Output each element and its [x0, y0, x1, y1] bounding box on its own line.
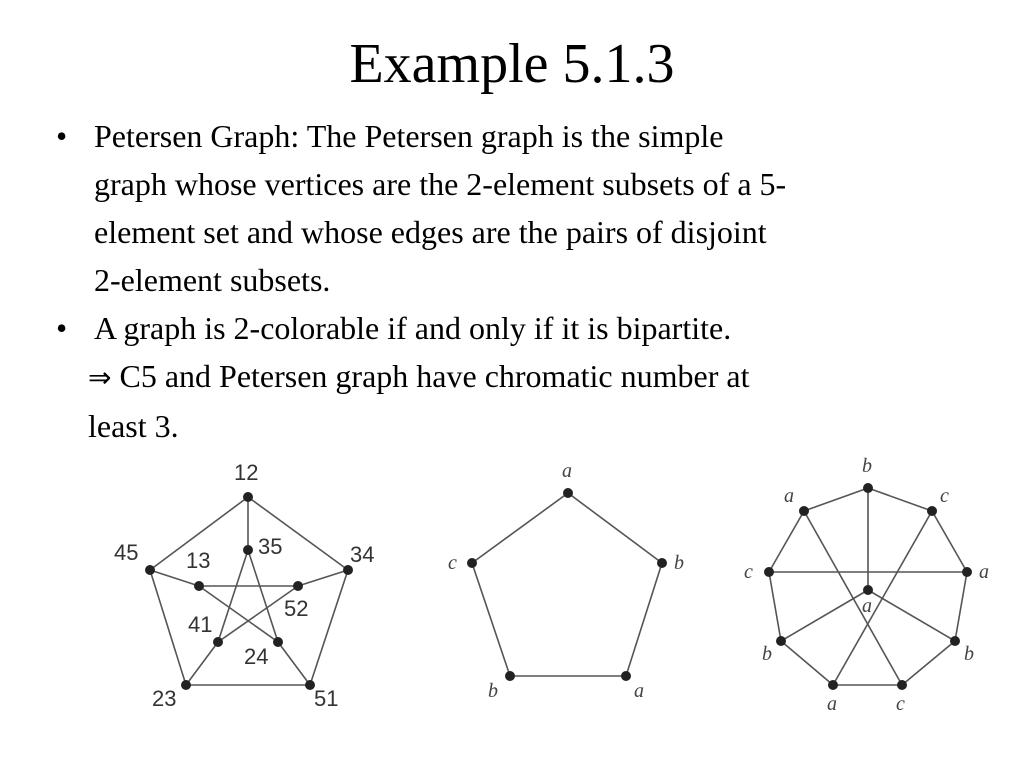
- vertex-dot: [243, 492, 253, 502]
- color-label: a: [784, 485, 794, 507]
- color-label: b: [862, 455, 872, 477]
- bullet-petersen-definition: [56, 112, 976, 304]
- implication-text: [88, 352, 968, 450]
- color-label: b: [762, 643, 772, 665]
- bullet-line: A graph is 2-colorable if and only if it is bipartite.: [94, 310, 732, 346]
- petersen-labeled-graph: [100, 450, 400, 720]
- vertex-dot: [563, 488, 573, 498]
- vertex-dot: [962, 567, 972, 577]
- vertex-dot: [863, 483, 873, 493]
- vertex-dot: [273, 637, 283, 647]
- color-label: c: [896, 693, 905, 715]
- vertex-dot: [145, 565, 155, 575]
- color-label: b: [964, 643, 974, 665]
- slide-title: Example 5.1.3: [349, 33, 675, 95]
- vertex-dot: [799, 506, 809, 516]
- vertex-dot: [194, 581, 204, 591]
- vertex-dot: [181, 680, 191, 690]
- color-label: c: [744, 561, 753, 583]
- vertex-dot: [293, 581, 303, 591]
- petersen-colored-graph: [730, 450, 1010, 720]
- vertex-label: 34: [350, 542, 375, 567]
- vertex-dot: [863, 585, 873, 595]
- vertex-dot: [764, 567, 774, 577]
- vertex-label: 23: [152, 686, 177, 711]
- vertex-label: 52: [284, 596, 309, 621]
- bullet-dot: •: [56, 118, 68, 154]
- vertex-dot: [213, 637, 223, 647]
- bullet-dot: •: [56, 310, 68, 346]
- vertex-dot: [950, 636, 960, 646]
- color-label: a: [827, 693, 837, 715]
- implies-arrow-icon: ⇒: [88, 361, 112, 394]
- vertex-dot: [657, 558, 667, 568]
- vertex-dot: [897, 680, 907, 690]
- color-label: a: [979, 561, 989, 583]
- vertex-label: 41: [188, 612, 213, 637]
- bullet-list: [56, 112, 976, 352]
- vertex-label: 35: [258, 534, 283, 559]
- vertex-label: 12: [234, 460, 259, 485]
- color-label: b: [674, 552, 684, 574]
- vertex-label: 13: [186, 548, 211, 573]
- vertex-dot: [776, 636, 786, 646]
- vertex-label: 24: [244, 644, 269, 669]
- implication-line: least 3.: [88, 408, 179, 444]
- vertex-dot: [467, 558, 477, 568]
- color-label: a: [862, 595, 872, 617]
- color-label: a: [634, 680, 644, 702]
- vertex-label: 45: [114, 540, 139, 565]
- vertex-dot: [621, 671, 631, 681]
- vertex-dot: [828, 680, 838, 690]
- c5-colored-graph: [430, 455, 710, 720]
- implication-line: C5 and Petersen graph have chromatic number at: [111, 358, 750, 394]
- bullet-line: element set and whose edges are the pairs of disjoint: [94, 214, 767, 250]
- vertex-dot: [927, 506, 937, 516]
- vertex-dot: [243, 545, 253, 555]
- color-label: c: [448, 552, 457, 574]
- color-label: b: [488, 680, 498, 702]
- vertex-dot: [505, 671, 515, 681]
- bullet-line: Petersen Graph: The Petersen graph is the simple: [94, 118, 724, 154]
- color-label: c: [940, 485, 949, 507]
- bullet-bipartite: [56, 304, 976, 352]
- bullet-line: graph whose vertices are the 2-element subsets of a 5-: [94, 166, 787, 202]
- bullet-line: 2-element subsets.: [94, 262, 331, 298]
- color-label: a: [562, 460, 572, 482]
- vertex-label: 51: [314, 686, 339, 711]
